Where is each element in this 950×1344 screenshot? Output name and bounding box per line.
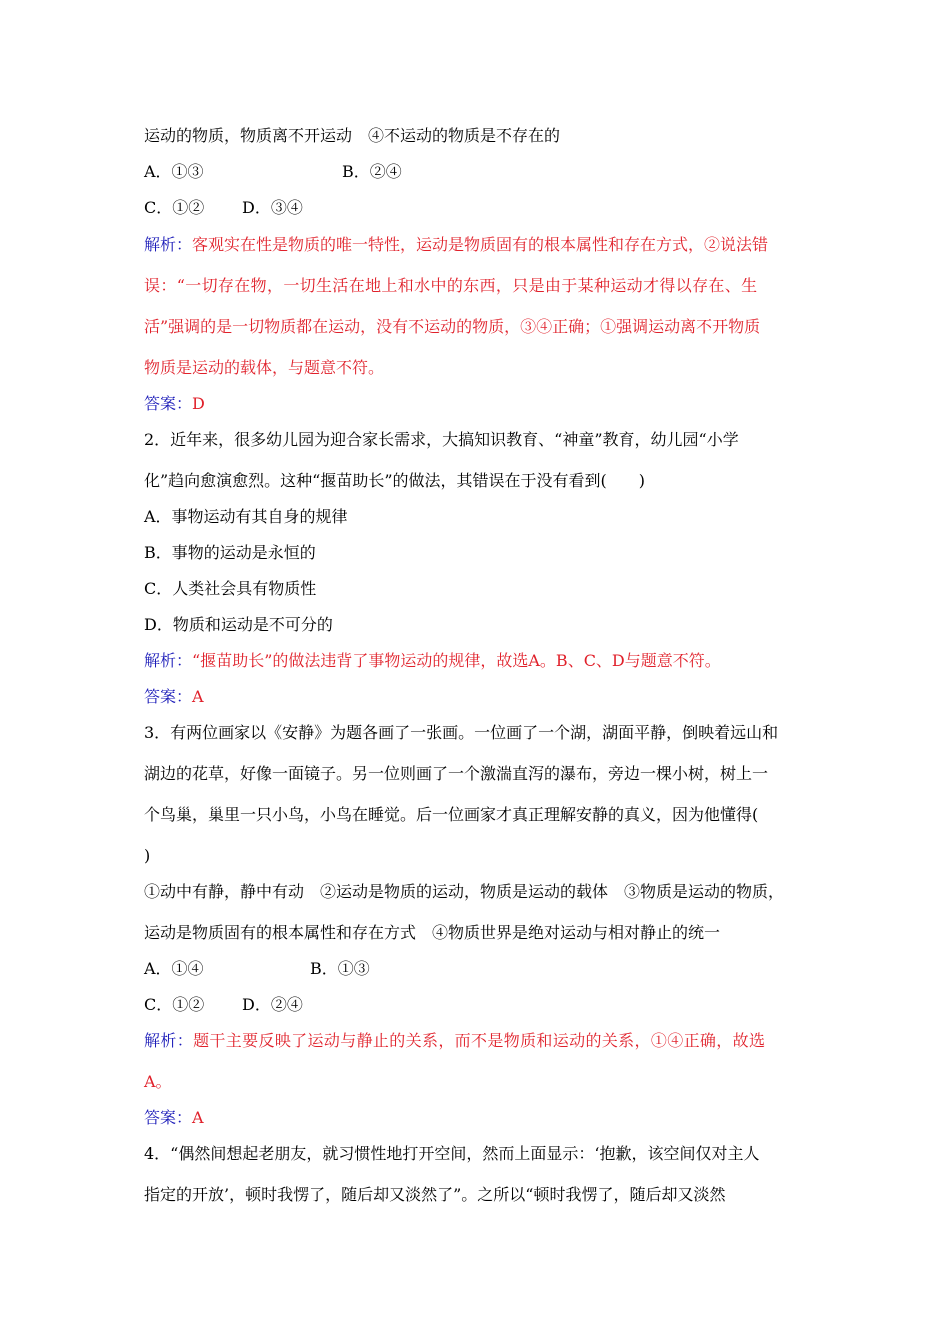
question-text: 3．有两位画家以《安静》为题各画了一张画。一位画了一个湖，湖面平静，倒映着远山和 [144, 723, 779, 742]
option-b: B．②④ [342, 162, 402, 181]
explanation-text: 物质是运动的载体，与题意不符。 [144, 358, 385, 377]
explanation-text: 客观实在性是物质的唯一特性，运动是物质固有的根本属性和存在方式，②说法错 [192, 235, 769, 254]
answer-value: A [192, 1108, 204, 1127]
option-d: D．③④ [242, 198, 303, 217]
option-a: A．①③ [144, 162, 204, 181]
option-c: C．人类社会具有物质性 [144, 579, 317, 598]
answer-value: D [192, 394, 205, 413]
question-text: 化”趋向愈演愈烈。这种“揠苗助长”的做法，其错误在于没有看到( ) [144, 471, 646, 490]
explanation-label: 解析： [144, 651, 193, 670]
answer-label: 答案： [144, 394, 193, 413]
explanation-label: 解析： [144, 1031, 194, 1050]
explanation-text: 题干主要反映了运动与静止的关系，而不是物质和运动的关系，①④正确，故选 [193, 1031, 766, 1050]
text-line: 运动的物质，物质离不开运动 ④不运动的物质是不存在的 [144, 126, 561, 145]
question-text: ) [144, 846, 151, 865]
option-c: C．①② [144, 995, 205, 1014]
answer-line [144, 685, 204, 709]
option-d: D．②④ [242, 995, 303, 1014]
question-text: 个鸟巢，巢里一只小鸟，小鸟在睡觉。后一位画家才真正理解安静的真义，因为他懂得( [144, 805, 759, 824]
question-text: 运动是物质固有的根本属性和存在方式 ④物质世界是绝对运动与相对静止的统一 [144, 923, 721, 942]
explanation-text: 误：“一切存在物，一切生活在地上和水中的东西，只是由于某种运动才得以存在、生 [144, 276, 758, 295]
option-row [144, 993, 303, 1017]
explanation-line [144, 1029, 765, 1053]
option-b: B．事物的运动是永恒的 [144, 543, 316, 562]
explanation-text: A。 [144, 1072, 172, 1091]
question-text: 2．近年来，很多幼儿园为迎合家长需求，大搞知识教育、“神童”教育，幼儿园“小学 [144, 430, 739, 449]
option-row [144, 196, 303, 220]
option-row [144, 957, 370, 981]
question-text: ①动中有静，静中有动 ②运动是物质的运动，物质是运动的载体 ③物质是运动的物质， [144, 882, 785, 901]
question-text: 湖边的花草，好像一面镜子。另一位则画了一个激湍直泻的瀑布，旁边一棵小树，树上一 [144, 764, 769, 783]
option-a: A．事物运动有其自身的规律 [144, 507, 348, 526]
question-text: 4．“偶然间想起老朋友，就习惯性地打开空间，然而上面显示：‘抱歉，该空间仅对主人 [144, 1144, 760, 1163]
option-c: C．①② [144, 198, 205, 217]
option-d: D．物质和运动是不可分的 [144, 615, 333, 634]
answer-value: A [192, 687, 204, 706]
explanation-line [144, 233, 768, 257]
answer-label: 答案： [144, 687, 193, 706]
answer-line [144, 392, 205, 416]
answer-line [144, 1106, 204, 1130]
explanation-text: 活”强调的是一切物质都在运动，没有不运动的物质，③④正确；①强调运动离不开物质 [144, 317, 761, 336]
explanation-label: 解析： [144, 235, 193, 254]
question-text: 指定的开放’，顿时我愣了，随后却又淡然了”。之所以“顿时我愣了，随后却又淡然 [144, 1185, 726, 1204]
answer-label: 答案： [144, 1108, 193, 1127]
explanation-line [144, 649, 721, 673]
option-a: A．①④ [144, 959, 204, 978]
option-b: B．①③ [310, 959, 370, 978]
explanation-text: “揠苗助长”的做法违背了事物运动的规律，故选A。B、C、D与题意不符。 [192, 651, 721, 670]
option-row [144, 160, 402, 184]
